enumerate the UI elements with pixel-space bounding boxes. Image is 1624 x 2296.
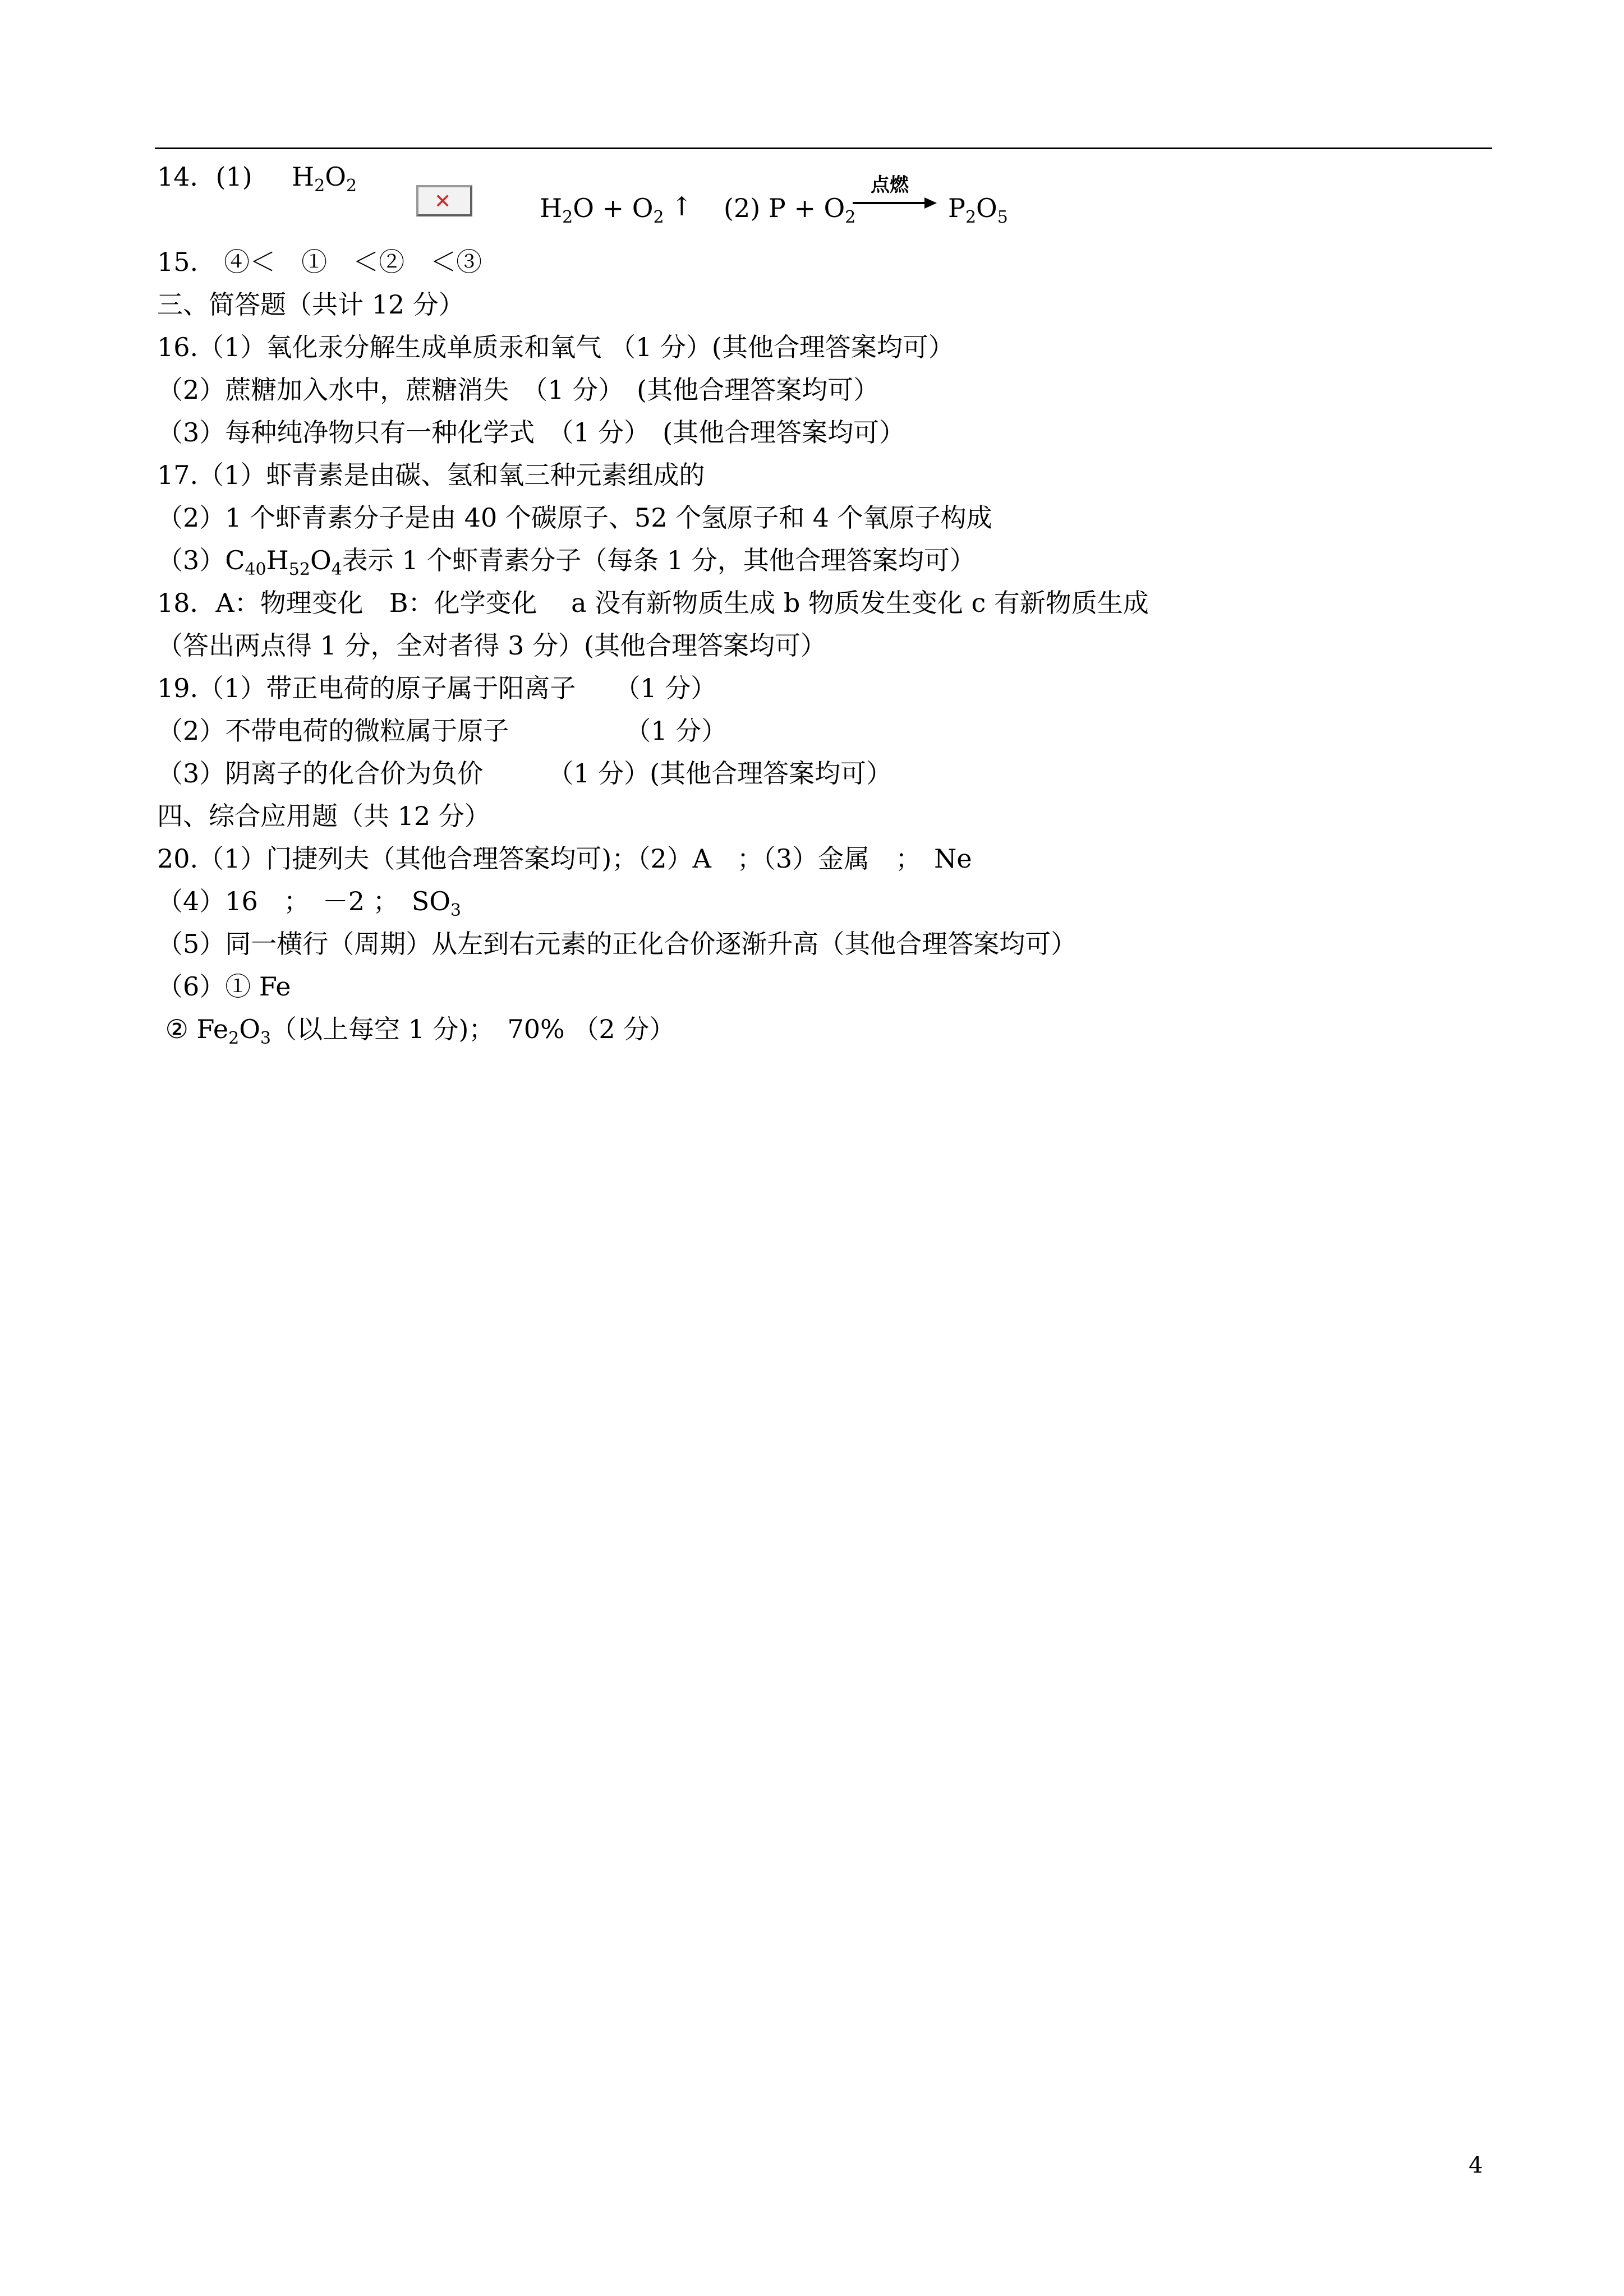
ignition-condition: 点燃 [871,174,909,196]
q20-line-4: （6）① Fe [157,971,291,1002]
q20-line-1: 20.（1）门捷列夫（其他合理答案均可)；（2）A ；（3）金属 ； Ne [157,843,972,874]
q16-line-3: （3）每种纯净物只有一种化学式 （1 分） (其他合理答案均可） [157,417,905,448]
q19-line-3: （3）阴离子的化合价为负价 （1 分）(其他合理答案均可） [157,758,892,789]
q17-line-1: 17.（1）虾青素是由碳、氢和氧三种元素组成的 [157,460,705,490]
q19-line-2: （2）不带电荷的微粒属于原子 （1 分） [157,716,728,746]
q17-line-2: （2）1 个虾青素分子是由 40 个碳原子、52 个氢原子和 4 个氧原子构成 [157,502,992,533]
q18-line-2: （答出两点得 1 分，全对者得 3 分）(其他合理答案均可） [157,630,826,661]
q15-answer: 15. ④＜ ① ＜② ＜③ [157,247,482,277]
q14-reactant: $H_2O_2$ [292,162,357,196]
q16-line-1: 16.（1）氧化汞分解生成单质汞和氧气 （1 分）(其他合理答案均可） [157,332,954,362]
q14-part2: (2) $P + O_2$ [724,193,856,227]
q14-label: 14．(1) [157,162,252,192]
broken-image-icon: ✕ [416,185,472,216]
gas-arrow-icon: ↑ [671,191,693,222]
q20-line-3: （5）同一横行（周期）从左到右元素的正化合价逐渐升高（其他合理答案均可） [157,929,1077,959]
q17-line-3: $(3)C_{40}H_{52}O_4$表示 1 个虾青素分子（每条 1 分，其他合理答案均可） [157,545,976,579]
reaction-arrow-icon [853,196,937,210]
header-rule [155,147,1492,149]
q20-line-5: ② $Fe_2O_3$（以上每空 1 分)； 70% （2 分） [157,1014,675,1048]
q16-line-2: （2）蔗糖加入水中，蔗糖消失 （1 分） (其他合理答案均可） [157,375,880,405]
section4-heading: 四、综合应用题（共 12 分） [157,801,490,831]
q19-line-1: 19.（1）带正电荷的原子属于阳离子 （1 分） [157,673,717,703]
q18-line-1: 18．A：物理变化 B：化学变化 a 没有新物质生成 b 物质发生变化 c 有新物质生成 [157,588,1149,618]
q14-product-p2o5: $P_2O_5$ [948,193,1008,227]
q20-line-2: （4）16 ； －2 ； $SO_3$ [157,886,462,920]
page-number: 4 [1469,2152,1483,2178]
section3-heading: 三、简答题（共计 12 分） [157,289,464,320]
q14-products: $H_2O + O_2$ [540,193,664,227]
